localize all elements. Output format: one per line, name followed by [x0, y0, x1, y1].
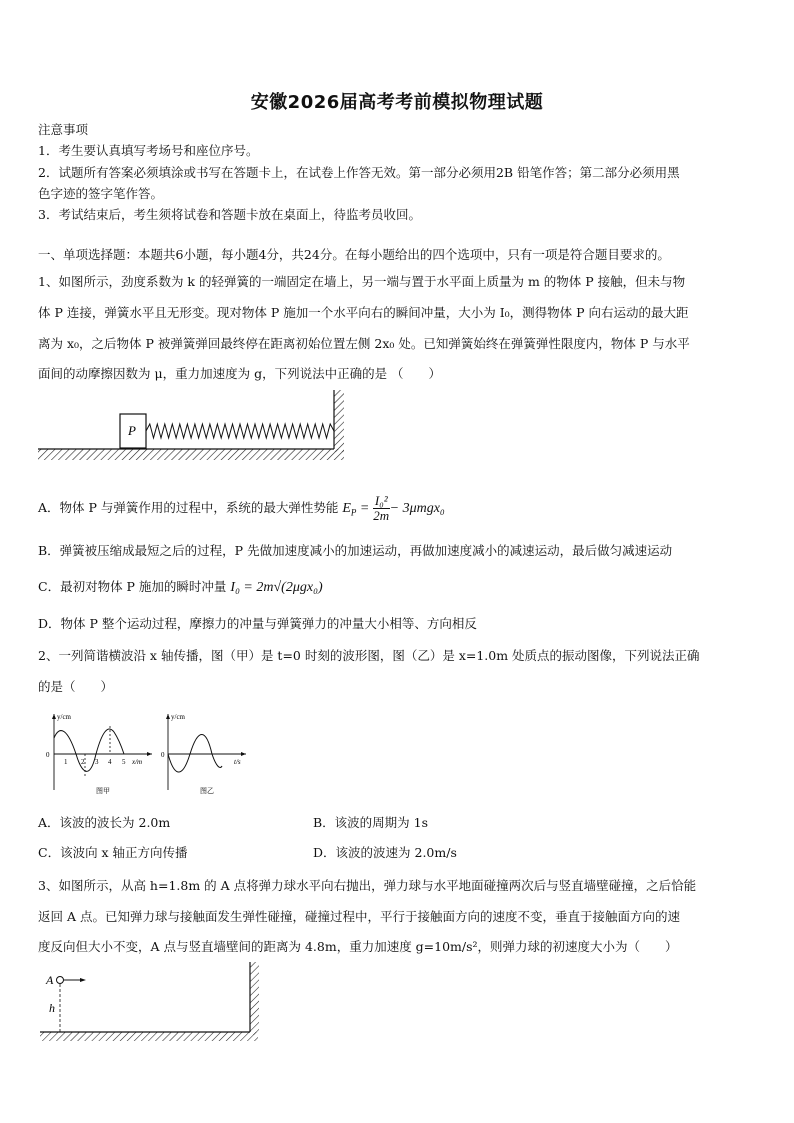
q2-line-2: 的是（ ） [38, 679, 114, 694]
q2-wave-figure-a [44, 710, 156, 796]
q1-line-2: 体 P 连接，弹簧水平且无形变。现对物体 P 施加一个水平向右的瞬间冲量，大小为 I₀，测得物体 P 向右运动的最大距 [38, 305, 689, 320]
q1-option-a-fraction [373, 494, 390, 523]
fig-b-y-arrow [166, 714, 170, 719]
q3-line-3: 度反向但大小不变，A 点与竖直墙壁间的距离为 4.8m，重力加速度 g=10m/s²，则弹力球的初速度大小为（ ） [38, 939, 678, 954]
q2-option-a: A．该波的波长为 2.0m [38, 815, 171, 830]
q1-line-3: 离为 x₀，之后物体 P 被弹簧弹回最终停在距离初始位置左侧 2x₀ 处。已知弹簧始终在弹簧弹性限度内，物体 P 与水平 [38, 336, 690, 351]
fig-a-tick-2: 2 [81, 758, 85, 766]
notice-item-2-cont: 色字迹的签字笔作答。 [38, 186, 164, 201]
q1-option-a-den: 2m [373, 508, 390, 523]
q3-ground-hatch [40, 1032, 258, 1041]
block-p-label: P [128, 423, 136, 438]
q1-option-b: B．弹簧被压缩成最短之后的过程，P 先做加速度减小的加速运动，再做加速度减小的减速运动，最后做匀减速运动 [38, 543, 673, 558]
notice-item-3: 3．考试结束后，考生须将试卷和答题卡放在桌面上，待监考员收回。 [38, 207, 421, 222]
fig-b-t-arrow [241, 752, 246, 756]
fig-a-tick-1: 1 [64, 758, 68, 766]
q3-velocity-arrowhead [80, 978, 86, 982]
ground-hatch [38, 449, 344, 460]
fig-a-ylabel: y/cm [57, 713, 71, 721]
fig-a-tick-3: 3 [95, 758, 99, 766]
q3-line-1: 3、如图所示，从高 h=1.8m 的 A 点将弹力球水平向右抛出，弹力球与水平地面碰撞两次后与竖直墙壁碰撞，之后恰能 [38, 878, 697, 893]
fig-b-ylabel: y/cm [171, 713, 185, 721]
q1-line-4: 面间的动摩擦因数为 μ，重力加速度为 g，下列说法中正确的是 （ ） [38, 366, 442, 381]
fig-a-tick-4: 4 [108, 758, 112, 766]
q1-option-c [38, 577, 323, 596]
q1-option-c-text: C．最初对物体 P 施加的瞬时冲量 [38, 579, 231, 594]
q1-option-a-tail: − 3μmgx₀ [389, 501, 445, 516]
fig-a-caption: 图甲 [96, 787, 110, 795]
page-title: 安徽2026届高考考前模拟物理试题 [250, 92, 544, 113]
q1-option-a-lhs: E [342, 501, 351, 516]
q1-option-c-formula: I₀ = 2m√(2μgx₀) [230, 580, 323, 595]
q2-option-b: B．该波的周期为 1s [313, 815, 429, 830]
q2-option-c: C．该波向 x 轴正方向传播 [38, 845, 188, 860]
q1-option-a-lhs-sub: P [350, 507, 357, 518]
fig-a-xlabel: x/m [132, 758, 143, 766]
q1-option-d: D．物体 P 整个运动过程，摩擦力的冲量与弹簧弹力的冲量大小相等、方向相反 [38, 616, 477, 631]
q1-option-a: A．物体 P 与弹簧作用的过程中，系统的最大弹性势能 $E_P$ = $\frac{\text{I₀²}}{2m}$ − 3μmgx₀ [38, 493, 445, 523]
notice-item-2: 2．试题所有答案必须填涂或书写在答题卡上，在试卷上作答无效。第一部分必须用2B 铅笔作答；第二部分必须用黑 [38, 165, 680, 180]
fig-a-origin: 0 [46, 751, 50, 759]
q3-h-label: h [49, 1001, 55, 1015]
fig-b-origin: 0 [161, 751, 165, 759]
q3-projectile-figure [38, 960, 268, 1046]
q3-line-2: 返回 A 点。已知弹力球与接触面发生弹性碰撞，碰撞过程中，平行于接触面方向的速度不变，垂直于接触面方向的速 [38, 909, 680, 924]
section-heading: 一、单项选择题：本题共6小题，每小题4分，共24分。在每小题给出的四个选项中，只有一项是符合题目要求的。 [38, 247, 670, 262]
q2-vibration-figure-b [160, 710, 250, 796]
q2-line-1: 2、一列简谐横波沿 x 轴传播，图（甲）是 t=0 时刻的波形图，图（乙）是 x=1.0m 处质点的振动图像，下列说法正确 [38, 648, 700, 663]
wall-hatch [334, 390, 344, 452]
q3-wall-hatch [250, 962, 259, 1035]
notice-heading: 注意事项 [38, 122, 89, 137]
fig-a-x-arrow [147, 752, 152, 756]
q1-line-1: 1、如图所示，劲度系数为 k 的轻弹簧的一端固定在墙上，另一端与置于水平面上质量为 m 的物体 P 接触，但未与物 [38, 274, 686, 289]
q1-option-a-text: A．物体 P 与弹簧作用的过程中，系统的最大弹性势能 [38, 500, 343, 515]
fig-a-tick-5: 5 [122, 758, 126, 766]
q3-point-a-label: A [46, 973, 54, 987]
q1-option-a-num: I₀² [374, 493, 388, 508]
fig-a-y-arrow [52, 714, 56, 719]
spring [146, 424, 334, 438]
fig-b-xlabel: t/s [234, 758, 241, 766]
q3-ball [57, 977, 64, 984]
notice-item-1: 1．考生要认真填写考场号和座位序号。 [38, 143, 259, 158]
q2-option-d: D．该波的波速为 2.0m/s [313, 845, 457, 860]
q1-spring-figure [38, 388, 348, 464]
fig-b-curve [168, 735, 222, 773]
fig-b-caption: 图乙 [200, 787, 214, 795]
